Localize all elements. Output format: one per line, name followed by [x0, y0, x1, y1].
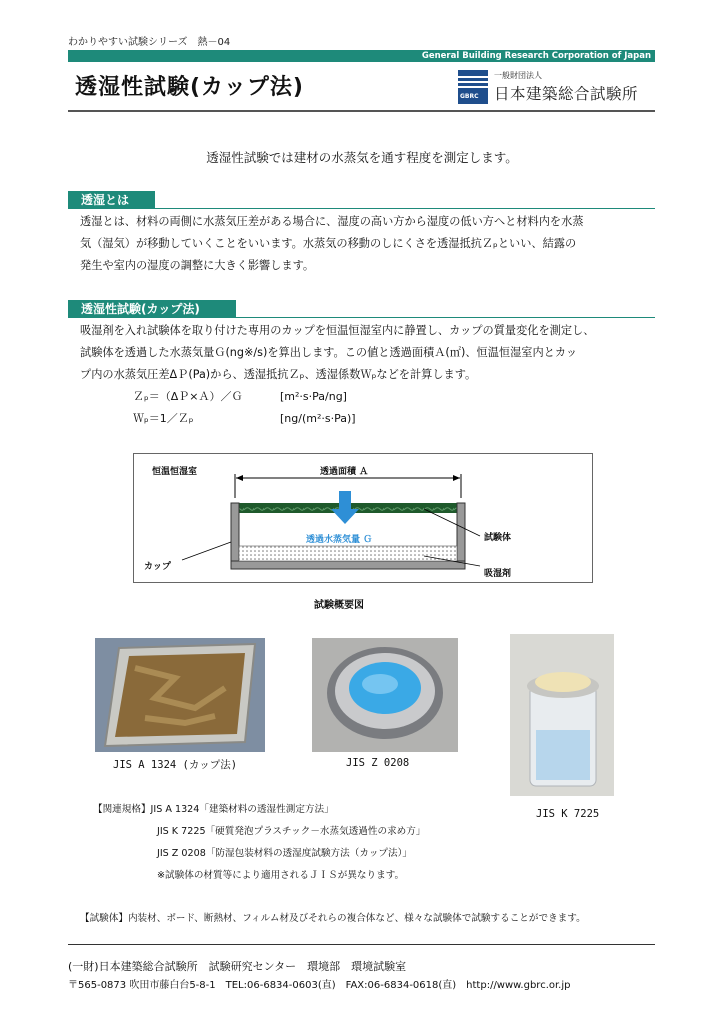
logo-name: 日本建築総合試験所 — [494, 85, 639, 103]
photo3-caption: JIS K 7225 — [536, 808, 600, 820]
section-heading-cup-method: 透湿性試験(カップ法) — [68, 300, 236, 318]
photo-jis-k7225 — [510, 634, 614, 796]
footer-org: (一財)日本建築総合試験所 試験研究センター 環境部 環境試験室 — [68, 960, 407, 973]
diagram-caption: 試験概要図 — [314, 600, 364, 611]
related-standard-2: JIS K 7225「硬質発泡プラスチック－水蒸気透過性の求め方」 — [157, 826, 426, 837]
formula-coefficient: Ｗₚ＝1／Ｚₚ — [133, 412, 194, 425]
gbrc-logo — [458, 68, 658, 108]
section1-body: 透湿とは、材料の両側に水蒸気圧差がある場合に、湿度の高い方から湿度の低い方へと材料内を水蒸 気（湿気）が移動していくことをいいます。水蒸気の移動のしにくさを透湿抵抗Ｚₚといい、結露の 発生や室内の湿度の調整に大きく影響します。 — [80, 215, 584, 272]
desiccant-label: 吸湿剤 — [484, 569, 512, 579]
photo-jis-a1324 — [95, 638, 265, 752]
section-heading-permeation: 透湿とは — [68, 191, 155, 209]
square-cup-photo-icon — [95, 638, 265, 752]
specimens-note: 【試験体】内装材、ボード、断熱材、フィルム材及びそれらの複合体など、様々な試験体で試験することができます。 — [80, 913, 586, 924]
header-banner — [68, 50, 655, 62]
round-cup-photo-icon — [312, 638, 458, 752]
section2-body: 吸湿剤を入れ試験体を取り付けた専用のカップを恒温恒湿室内に静置し、カップの質量変化を測定し、 試験体を透過した水蒸気量Ｇ(ng※/s)を算出します。この値と透過面積Ａ(㎡)、恒温恒湿室内とカッ プ内の水蒸気圧差ΔＰ(Pa)から、透湿抵抗Ｚₚ、透湿係数Ｗₚなどを計算します。 — [80, 324, 595, 381]
related-standard-3: JIS Z 0208「防湿包装材料の透湿度試験方法（カップ法）」 — [157, 848, 413, 859]
formula-coefficient-unit: [ng/(m²·s·Pa)] — [280, 412, 356, 425]
formula-resistance-unit: [m²·s·Pa/ng] — [280, 390, 347, 403]
vapor-label: 透過水蒸気量 Ｇ — [306, 535, 373, 545]
test-diagram — [133, 453, 593, 583]
photo-jis-z0208 — [312, 638, 458, 752]
footer-address: 〒565-0873 吹田市藤白台5-8-1 TEL:06-6834-0603(直) FAX:06-6834-0618(直) http://www.gbrc.or.jp — [68, 980, 571, 991]
page-title: 透湿性試験(カップ法) — [75, 75, 304, 100]
logo-mark-icon: GBRC — [458, 70, 488, 104]
related-standard-1: 【関連規格】JIS A 1324「建築材料の透湿性測定方法」 — [93, 804, 334, 815]
photo2-caption: JIS Z 0208 — [346, 757, 410, 769]
section-divider — [68, 208, 655, 209]
related-note: ※試験体の材質等により適用されるＪＩＳが異なります。 — [157, 870, 405, 881]
cup-label: カップ — [144, 562, 171, 572]
intro-text: 透湿性試験では建材の水蒸気を通す程度を測定します。 — [206, 150, 518, 165]
room-label: 恒温恒湿室 — [152, 467, 198, 477]
logo-small-text: 一般財団法人 — [494, 71, 542, 80]
area-label: 透過面積 Ａ — [320, 467, 369, 477]
formula-resistance: Ｚₚ＝（ΔＰ×Ａ）／Ｇ — [133, 390, 243, 403]
series-label: わかりやすい試験シリーズ 熱－04 — [68, 37, 231, 48]
photo1-caption: JIS A 1324 (カップ法) — [113, 759, 238, 771]
header-rule — [68, 110, 655, 112]
footer-rule — [68, 944, 655, 945]
specimen-label: 試験体 — [484, 533, 512, 543]
banner-text: General Building Research Corporation of Japan — [421, 51, 651, 61]
section-divider — [68, 317, 655, 318]
jar-cup-photo-icon — [510, 634, 614, 796]
